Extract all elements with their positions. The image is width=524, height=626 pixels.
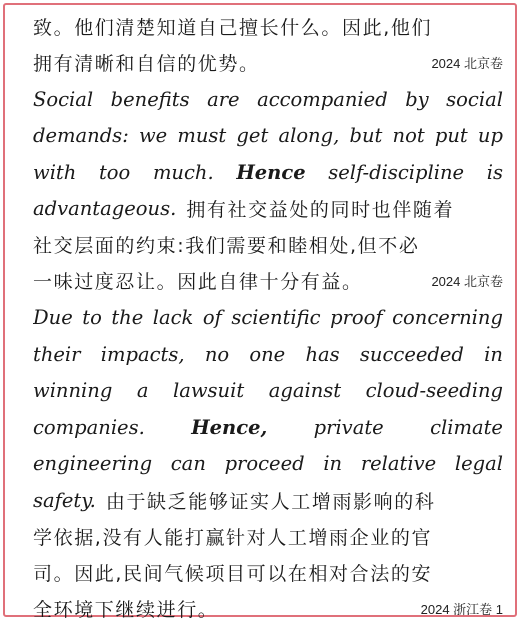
text-line: 学依据,没有人能打赢针对人工增雨企业的官 [33, 526, 433, 549]
text-line: 司。因此,民间气候项目可以在相对合法的安 [33, 562, 433, 585]
text-line: their impacts, no one has succeeded in [33, 342, 503, 366]
text-line: 全环境下继续进行。 2024 浙江卷 1 [33, 598, 503, 621]
text-line: safety. 由于缺乏能够证实人工增雨影响的科 [33, 488, 436, 513]
text-line: engineering can proceed in relative legal [33, 451, 503, 475]
text-line: 一味过度忍让。因此自律十分有益。 2024 北京卷 [33, 270, 503, 293]
text-line: Due to the lack of scientific proof concerning [33, 305, 503, 329]
source-label: 2024 北京卷 [431, 55, 503, 71]
text-line: Social benefits are accompanied by social [33, 87, 503, 111]
source-label: 2024 北京卷 [431, 273, 503, 289]
source-label: 2024 浙江卷 1 [420, 601, 503, 617]
emphasis-hence: Hence [236, 160, 306, 184]
text-line: with too much. Hence self-discipline is [33, 160, 503, 184]
text-line: 拥有清晰和自信的优势。 2024 北京卷 [33, 52, 503, 75]
text-line: demands: we must get along, but not put up [33, 123, 503, 147]
text-line: 致。他们清楚知道自己擅长什么。因此,他们 [33, 16, 433, 39]
text-line: advantageous. 拥有社交益处的同时也伴随着 [33, 196, 455, 221]
text-line: winning a lawsuit against cloud-seeding [33, 378, 503, 402]
emphasis-hence: Hence, [191, 415, 268, 439]
page-border [3, 3, 517, 621]
text-line: companies. Hence, private climate [33, 415, 503, 439]
text-line: 社交层面的约束:我们需要和睦相处,但不必 [33, 234, 420, 257]
